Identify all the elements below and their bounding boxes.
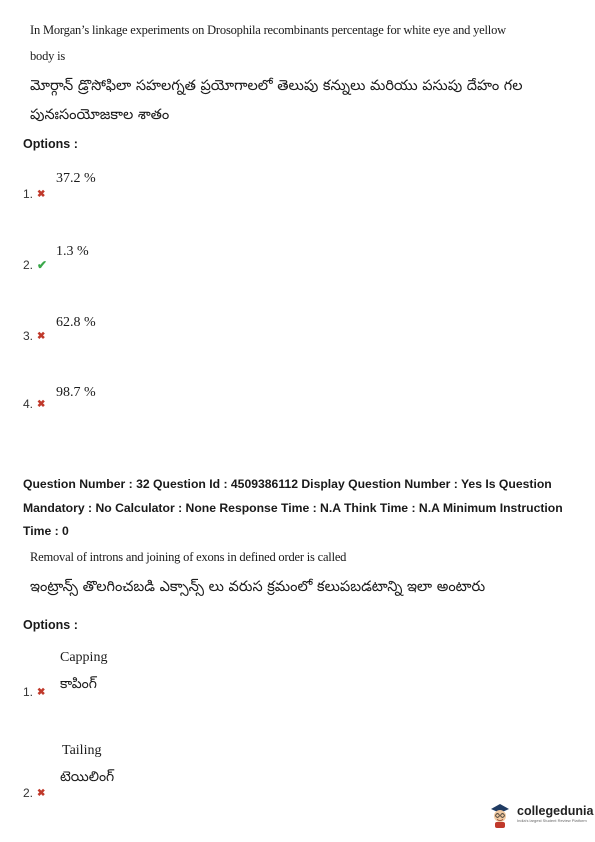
options-heading: Options : (23, 137, 78, 151)
question-text-te: ఇంట్రాన్స్ తొలగించబడి ఎక్సాన్స్ లు వరుస క్రమంలో కలుపబడటాన్ని ఇలా అంటారు (30, 579, 486, 595)
option-2[interactable] (23, 786, 45, 800)
question-text-en-line2: body is (30, 49, 66, 63)
option-3[interactable] (23, 329, 45, 343)
option-number: 1. (23, 685, 34, 699)
wrong-icon: ✖ (37, 686, 46, 698)
wrong-icon: ✖ (37, 188, 46, 200)
wrong-icon: ✖ (37, 787, 46, 799)
wrong-icon: ✖ (37, 330, 46, 342)
option-4[interactable] (23, 397, 45, 411)
question-text-te-line1: మోర్గాన్ డ్రొసోఫిలా సహలగ్నత ప్రయోగాలలో తెలుపు కన్నులు మరియు పసుపు దేహం గల (30, 78, 523, 94)
option-1[interactable] (23, 187, 45, 201)
option-2-value: 1.3 % (56, 244, 89, 259)
option-number: 3. (23, 329, 34, 343)
logo-name: collegedunia (517, 804, 594, 818)
collegedunia-logo (488, 800, 593, 828)
question-text-te-line2: పునఃసంయోజకాల శాతం (30, 107, 170, 123)
option-1-value-en: Capping (60, 650, 108, 665)
question-meta: Question Number : 32 Question Id : 4509386112 Display Question Number : Yes Is Question Mandatory : No Calculator : None Response Time : N.A Think Time : N.A Minimum Instruction Time : 0 (23, 477, 563, 538)
student-avatar-icon (488, 800, 512, 828)
wrong-icon: ✖ (37, 398, 46, 410)
option-1-value: 37.2 % (56, 171, 96, 186)
option-2[interactable] (23, 258, 47, 272)
question-text-en-line1: In Morgan’s linkage experiments on Drosophila recombinants percentage for white eye and yellow (30, 23, 506, 37)
logo-tagline: India's largest Student Review Platform (517, 818, 587, 823)
option-1-value-te: కాపింగ్ (60, 676, 97, 692)
option-number: 1. (23, 187, 34, 201)
option-number: 2. (23, 786, 34, 800)
option-number: 2. (23, 258, 34, 272)
option-2-value-te: టెయిలింగ్ (60, 769, 115, 785)
option-1[interactable] (23, 685, 45, 699)
option-number: 4. (23, 397, 34, 411)
check-icon: ✔ (37, 258, 48, 272)
option-4-value: 98.7 % (56, 385, 96, 400)
option-3-value: 62.8 % (56, 315, 96, 330)
options-heading: Options : (23, 618, 78, 632)
question-text-en: Removal of introns and joining of exons in defined order is called (30, 550, 347, 564)
option-2-value-en: Tailing (62, 743, 102, 758)
